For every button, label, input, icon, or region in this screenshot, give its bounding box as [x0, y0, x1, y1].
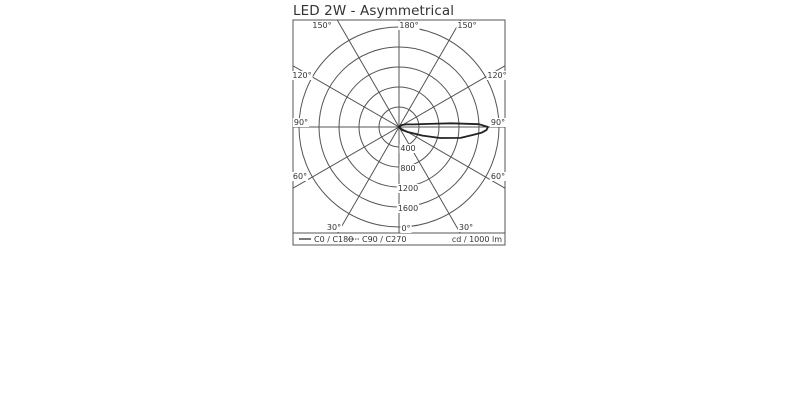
radial-tick-800: 800	[400, 164, 416, 173]
angle-label-right-0: 150°	[457, 21, 477, 30]
angle-label-right-4: 30°	[458, 223, 474, 232]
angle-label-top: 180°	[399, 21, 419, 30]
series-curve-0	[399, 123, 488, 138]
angle-label-left-3: 60°	[292, 172, 308, 181]
angle-label-left-2: 90°	[293, 118, 309, 127]
legend-label-1: C90 / C270	[362, 235, 407, 244]
angle-label-bottom: 0°	[401, 224, 411, 233]
chart-title: LED 2W - Asymmetrical	[293, 3, 455, 19]
legend-label-0: C0 / C180	[314, 235, 354, 244]
radial-tick-400: 400	[400, 144, 416, 153]
angle-label-right-2: 90°	[490, 118, 506, 127]
radial-tick-1200: 1200	[397, 184, 419, 193]
angle-label-left-1: 120°	[292, 71, 312, 80]
radial-tick-1600: 1600	[397, 204, 419, 213]
angle-label-left-4: 30°	[326, 223, 342, 232]
radial-unit-label: cd / 1000 lm	[451, 235, 502, 244]
angle-label-left-0: 150°	[312, 21, 332, 30]
angle-label-right-3: 60°	[490, 172, 506, 181]
angle-label-right-1: 120°	[487, 71, 507, 80]
